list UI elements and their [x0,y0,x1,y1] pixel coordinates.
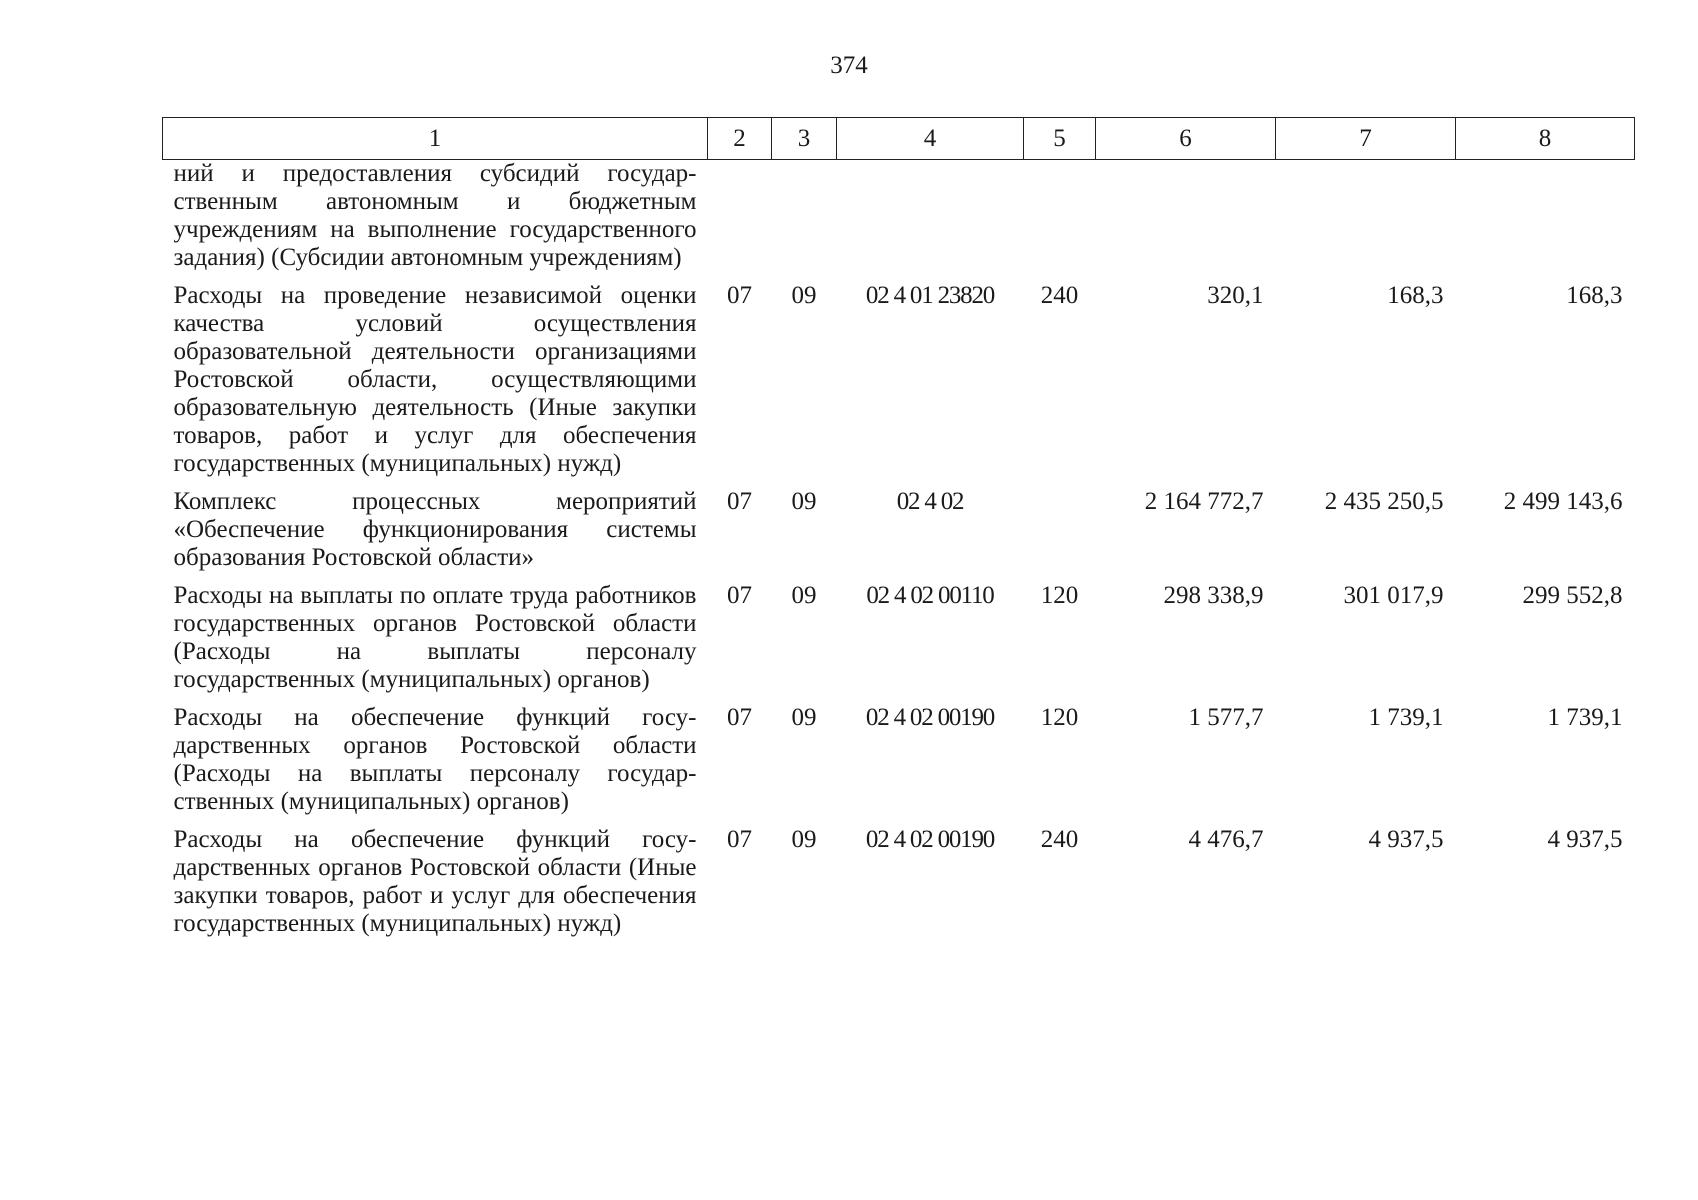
amount-col6: 1 577,7 [1188,704,1264,731]
amount-col7: 2 435 250,5 [1324,488,1444,515]
amount-col6 [1096,160,1276,283]
row-description: Расходы на обеспечение функций государственных органов Ростовской области (Иные закупки товаров, работ и услуг для обеспечения государственных (муниципальных) нужд) [173,826,697,937]
column-header: 8 [1456,118,1635,160]
section-code [708,160,772,283]
subsection-code: 09 [791,826,817,853]
target-article-code: 02 4 02 00110 [866,582,994,609]
amount-col7: 301 017,9 [1343,582,1444,609]
expense-type-code: 120 [1040,704,1079,731]
amount-col8: 2 499 143,6 [1503,488,1623,515]
amount-col8: 4 937,5 [1547,826,1623,853]
amount-col7: 4 937,5 [1368,826,1444,853]
section-code: 07 [727,488,752,515]
subsection-code: 09 [791,582,817,609]
section-code: 07 [727,826,752,853]
subsection-code: 09 [791,488,817,515]
section-code: 07 [727,704,752,731]
amount-col6: 4 476,7 [1188,826,1264,853]
amount-col7: 168,3 [1387,282,1444,309]
column-header: 2 [708,118,772,160]
subsection-code [772,160,837,283]
amount-col6: 320,1 [1207,282,1264,309]
budget-table [162,117,1635,948]
expense-type-code: 120 [1040,582,1079,609]
amount-col6: 298 338,9 [1163,582,1264,609]
subsection-code: 09 [791,282,817,309]
column-header: 4 [837,118,1024,160]
table-row [163,488,1635,582]
page-number: 374 [830,52,868,79]
table-row [163,826,1635,948]
table-row [163,282,1635,488]
column-header: 3 [772,118,837,160]
table-row [163,582,1635,704]
column-header: 7 [1276,118,1456,160]
amount-col8: 299 552,8 [1522,582,1623,609]
table-header-row [163,118,1635,160]
table-row [163,704,1635,826]
amount-col8: 168,3 [1566,282,1623,309]
amount-col7 [1276,160,1456,283]
column-header: 6 [1096,118,1276,160]
subsection-code: 09 [791,704,817,731]
expense-type-code [1024,488,1096,582]
section-code: 07 [727,282,752,309]
amount-col7: 1 739,1 [1368,704,1444,731]
column-header: 1 [163,118,708,160]
row-description: Расходы на обеспечение функций государственных органов Ростовской области (Расходы на выплаты персоналу государственных (муниципальных) органов) [173,704,697,815]
amount-col6: 2 164 772,7 [1144,488,1264,515]
row-description: Расходы на проведение независимой оценки качества условий осуществления образовательной деятельности организациями Ростовской области, осуществляющими образовательную деятельность (Иные закупки товаров, работ и услуг для обеспечения государственных (муниципальных) нужд) [173,282,697,477]
target-article-code: 02 4 02 [896,488,964,515]
row-description: ний и предоставления субсидий государственным автономным и бюджетным учреждениям на выполнение государственного задания) (Субсидии автономным учреждениям) [173,160,697,271]
expense-type-code: 240 [1040,826,1079,853]
target-article-code: 02 4 01 23820 [865,282,995,309]
column-header: 5 [1024,118,1096,160]
row-description: Комплекс процессных мероприятий «Обеспечение функционирования системы образования Ростовской области» [173,488,697,571]
amount-col8 [1456,160,1635,283]
section-code: 07 [727,582,752,609]
expense-type-code: 240 [1040,282,1079,309]
target-article-code: 02 4 02 00190 [865,704,995,731]
table-row [163,160,1635,283]
row-description: Расходы на выплаты по оплате труда работников государственных органов Ростовской области (Расходы на выплаты персоналу государственных (муниципальных) органов) [173,582,697,693]
target-article-code [837,160,1024,283]
amount-col8: 1 739,1 [1547,704,1623,731]
target-article-code: 02 4 02 00190 [865,826,995,853]
expense-type-code [1024,160,1096,283]
